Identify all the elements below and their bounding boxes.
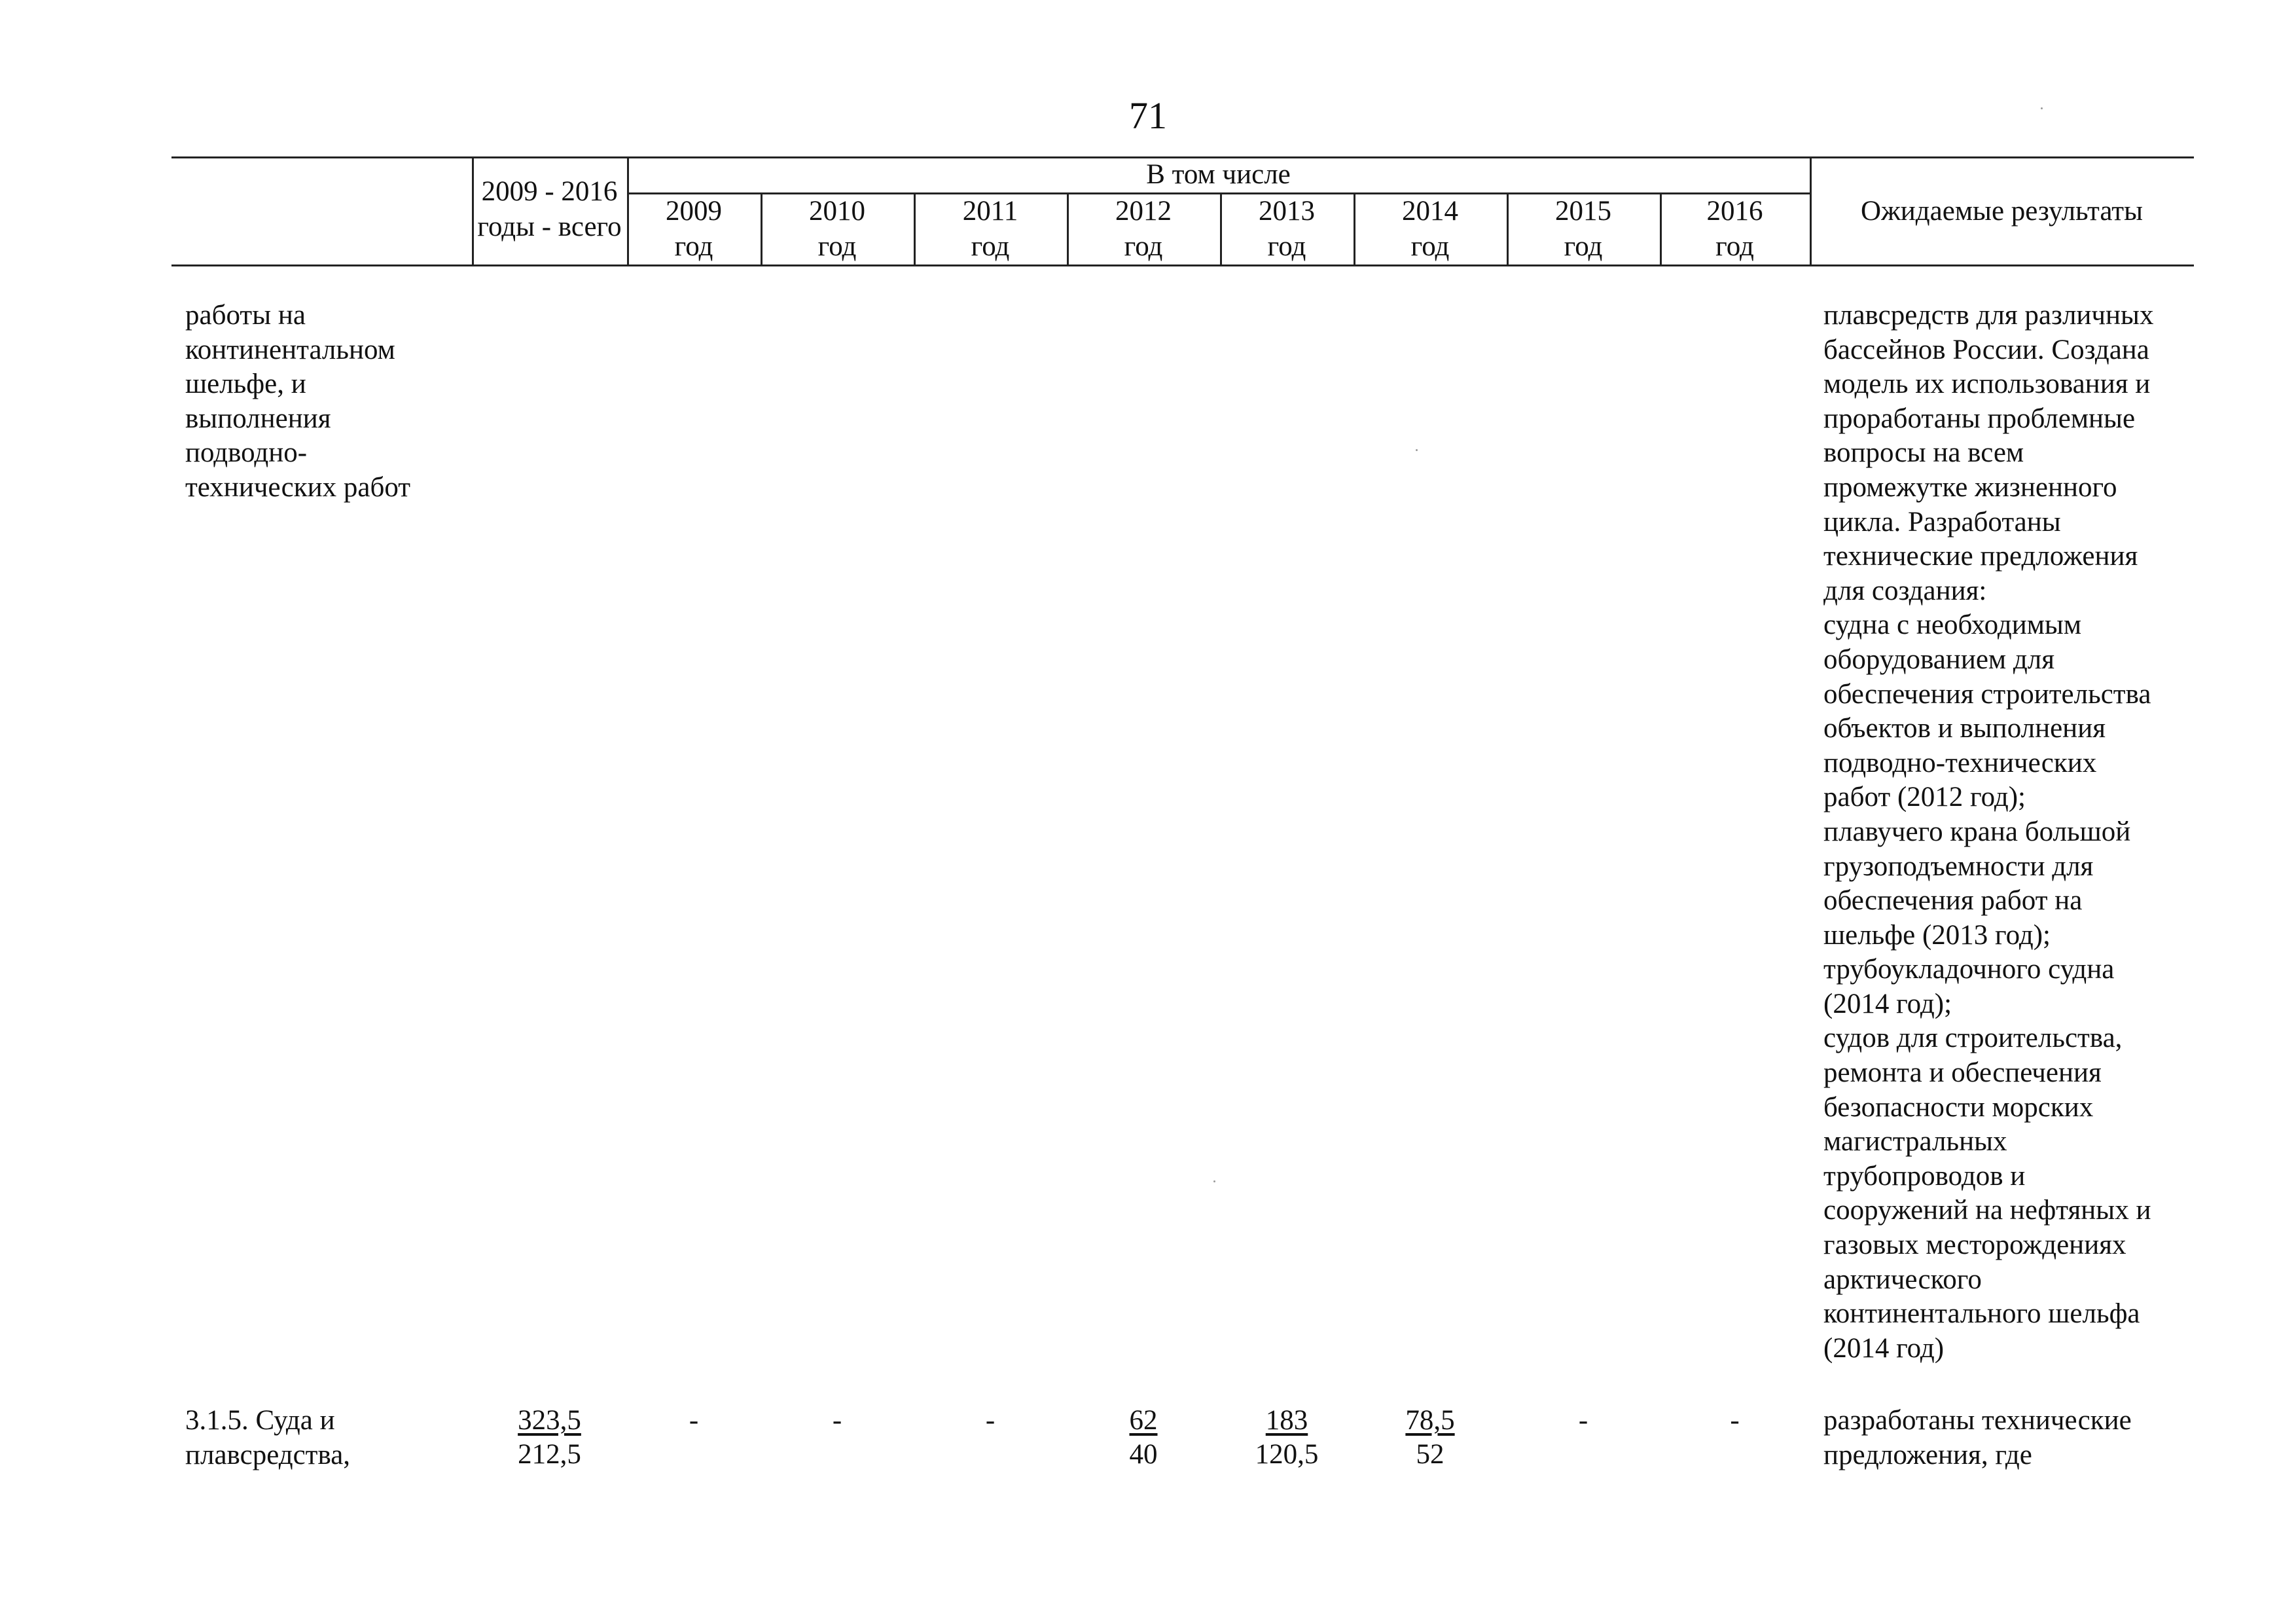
header-year-label: 2012	[1115, 196, 1172, 227]
result-line: ремонта и обеспечения	[1823, 1057, 2102, 1089]
result-line: для создания:	[1823, 575, 1987, 606]
result-line: шельфе (2013 год);	[1823, 919, 2051, 951]
header-year-unit: год	[817, 231, 857, 262]
total-value: 323,5	[518, 1405, 581, 1436]
row-name-315	[185, 1404, 350, 1472]
result-line: газовых месторождениях	[1823, 1230, 2126, 1261]
result-line: трубоукладочного судна	[1823, 954, 2115, 985]
row-315-total	[472, 1404, 627, 1472]
header-year-2016	[1660, 194, 1810, 264]
row-315-year-2015	[1507, 1404, 1660, 1438]
row-315-year-2012	[1067, 1404, 1220, 1472]
result-line: модель их использования и	[1823, 369, 2151, 400]
result-line: разработаны технические	[1823, 1405, 2132, 1436]
result-line: магистральных	[1823, 1126, 2007, 1158]
header-year-label: 2015	[1555, 196, 1611, 227]
result-line: обеспечения работ на	[1823, 885, 2083, 917]
header-year-2013	[1220, 194, 1354, 264]
name-line: работы на	[185, 300, 306, 331]
year-value: -	[1578, 1405, 1588, 1436]
header-group-label: В том числе	[1146, 159, 1291, 190]
result-line: вопросы на всем	[1823, 437, 2024, 469]
result-line: бассейнов России. Создана	[1823, 334, 2149, 365]
header-results-col: Ожидаемые результаты	[1861, 196, 2143, 227]
header-year-unit: год	[1124, 231, 1163, 262]
row-315-year-2016	[1660, 1404, 1810, 1438]
result-line: судна с необходимым	[1823, 610, 2082, 641]
result-line: обеспечения строительства	[1823, 678, 2151, 710]
result-line: плавучего крана большой	[1823, 816, 2131, 847]
name-line: плавсредства,	[185, 1439, 351, 1470]
result-line: (2014 год)	[1823, 1332, 1945, 1364]
row-results-315	[1823, 1404, 2132, 1472]
header-bottom-rule	[171, 264, 2194, 266]
header-total-line1: 2009 - 2016	[481, 176, 618, 207]
header-year-2011	[914, 194, 1067, 264]
result-line: технические предложения	[1823, 541, 2138, 572]
result-line: сооружений на нефтяных и	[1823, 1195, 2151, 1226]
result-line: объектов и выполнения	[1823, 713, 2106, 744]
year-value-sub: 120,5	[1255, 1439, 1319, 1470]
header-year-label: 2016	[1706, 196, 1763, 227]
name-line: 3.1.5. Суда и	[185, 1405, 335, 1436]
year-value: 62	[1129, 1405, 1158, 1436]
header-year-2014	[1354, 194, 1507, 264]
header-total-col	[472, 174, 627, 245]
header-year-2015	[1507, 194, 1660, 264]
result-line: подводно-технических	[1823, 747, 2097, 778]
total-value-sub: 212,5	[518, 1439, 581, 1470]
row-315-year-2014	[1354, 1404, 1507, 1472]
result-line: грузоподъемности для	[1823, 850, 2094, 882]
row-315-year-2010	[761, 1404, 914, 1438]
year-value: -	[832, 1405, 842, 1436]
year-value-sub: 40	[1129, 1439, 1158, 1470]
result-line: судов для строительства,	[1823, 1023, 2123, 1054]
result-line: арктического	[1823, 1264, 1982, 1295]
row-results-continued	[1823, 299, 2153, 1366]
name-line: континентальном	[185, 334, 395, 365]
header-year-unit: год	[1715, 231, 1754, 262]
year-value: -	[689, 1405, 699, 1436]
page-number: 71	[1129, 94, 1167, 137]
result-line: предложения, где	[1823, 1439, 2032, 1470]
scan-speck	[1416, 449, 1418, 451]
year-value: -	[1730, 1405, 1740, 1436]
header-year-unit: год	[1564, 231, 1603, 262]
year-value: -	[985, 1405, 996, 1436]
header-year-label: 2011	[962, 196, 1018, 227]
header-year-unit: год	[1410, 231, 1450, 262]
result-line: оборудованием для	[1823, 644, 2054, 675]
scan-speck	[1213, 1180, 1215, 1182]
result-line: плавсредств для различных	[1823, 300, 2154, 331]
name-line: выполнения	[185, 403, 331, 434]
name-line: технических работ	[185, 471, 411, 503]
result-line: безопасности морских	[1823, 1091, 2094, 1123]
row-315-year-2009	[627, 1404, 761, 1438]
header-total-line2: годы - всего	[477, 211, 622, 242]
result-line: цикла. Разработаны	[1823, 506, 2061, 538]
header-year-label: 2009	[666, 196, 722, 227]
header-year-label: 2013	[1259, 196, 1315, 227]
row-315-year-2011	[914, 1404, 1067, 1438]
header-year-unit: год	[1267, 231, 1306, 262]
header-year-unit: год	[674, 231, 713, 262]
header-year-unit: год	[971, 231, 1010, 262]
header-year-2012	[1067, 194, 1220, 264]
row-name-continued	[185, 299, 410, 505]
header-year-label: 2010	[809, 196, 865, 227]
header-year-2009	[627, 194, 761, 264]
result-line: (2014 год);	[1823, 988, 1952, 1019]
result-line: промежутке жизненного	[1823, 471, 2117, 503]
year-value: 183	[1265, 1405, 1308, 1436]
name-line: подводно-	[185, 437, 308, 469]
scan-speck	[2041, 107, 2043, 109]
row-315-year-2013	[1220, 1404, 1354, 1472]
header-year-label: 2014	[1402, 196, 1458, 227]
name-line: шельфе, и	[185, 369, 306, 400]
year-value: 78,5	[1405, 1405, 1455, 1436]
result-line: проработаны проблемные	[1823, 403, 2136, 434]
result-line: работ (2012 год);	[1823, 782, 2026, 813]
year-value-sub: 52	[1416, 1439, 1444, 1470]
result-line: континентального шельфа	[1823, 1298, 2140, 1330]
header-year-2010	[761, 194, 914, 264]
result-line: трубопроводов и	[1823, 1160, 2026, 1192]
